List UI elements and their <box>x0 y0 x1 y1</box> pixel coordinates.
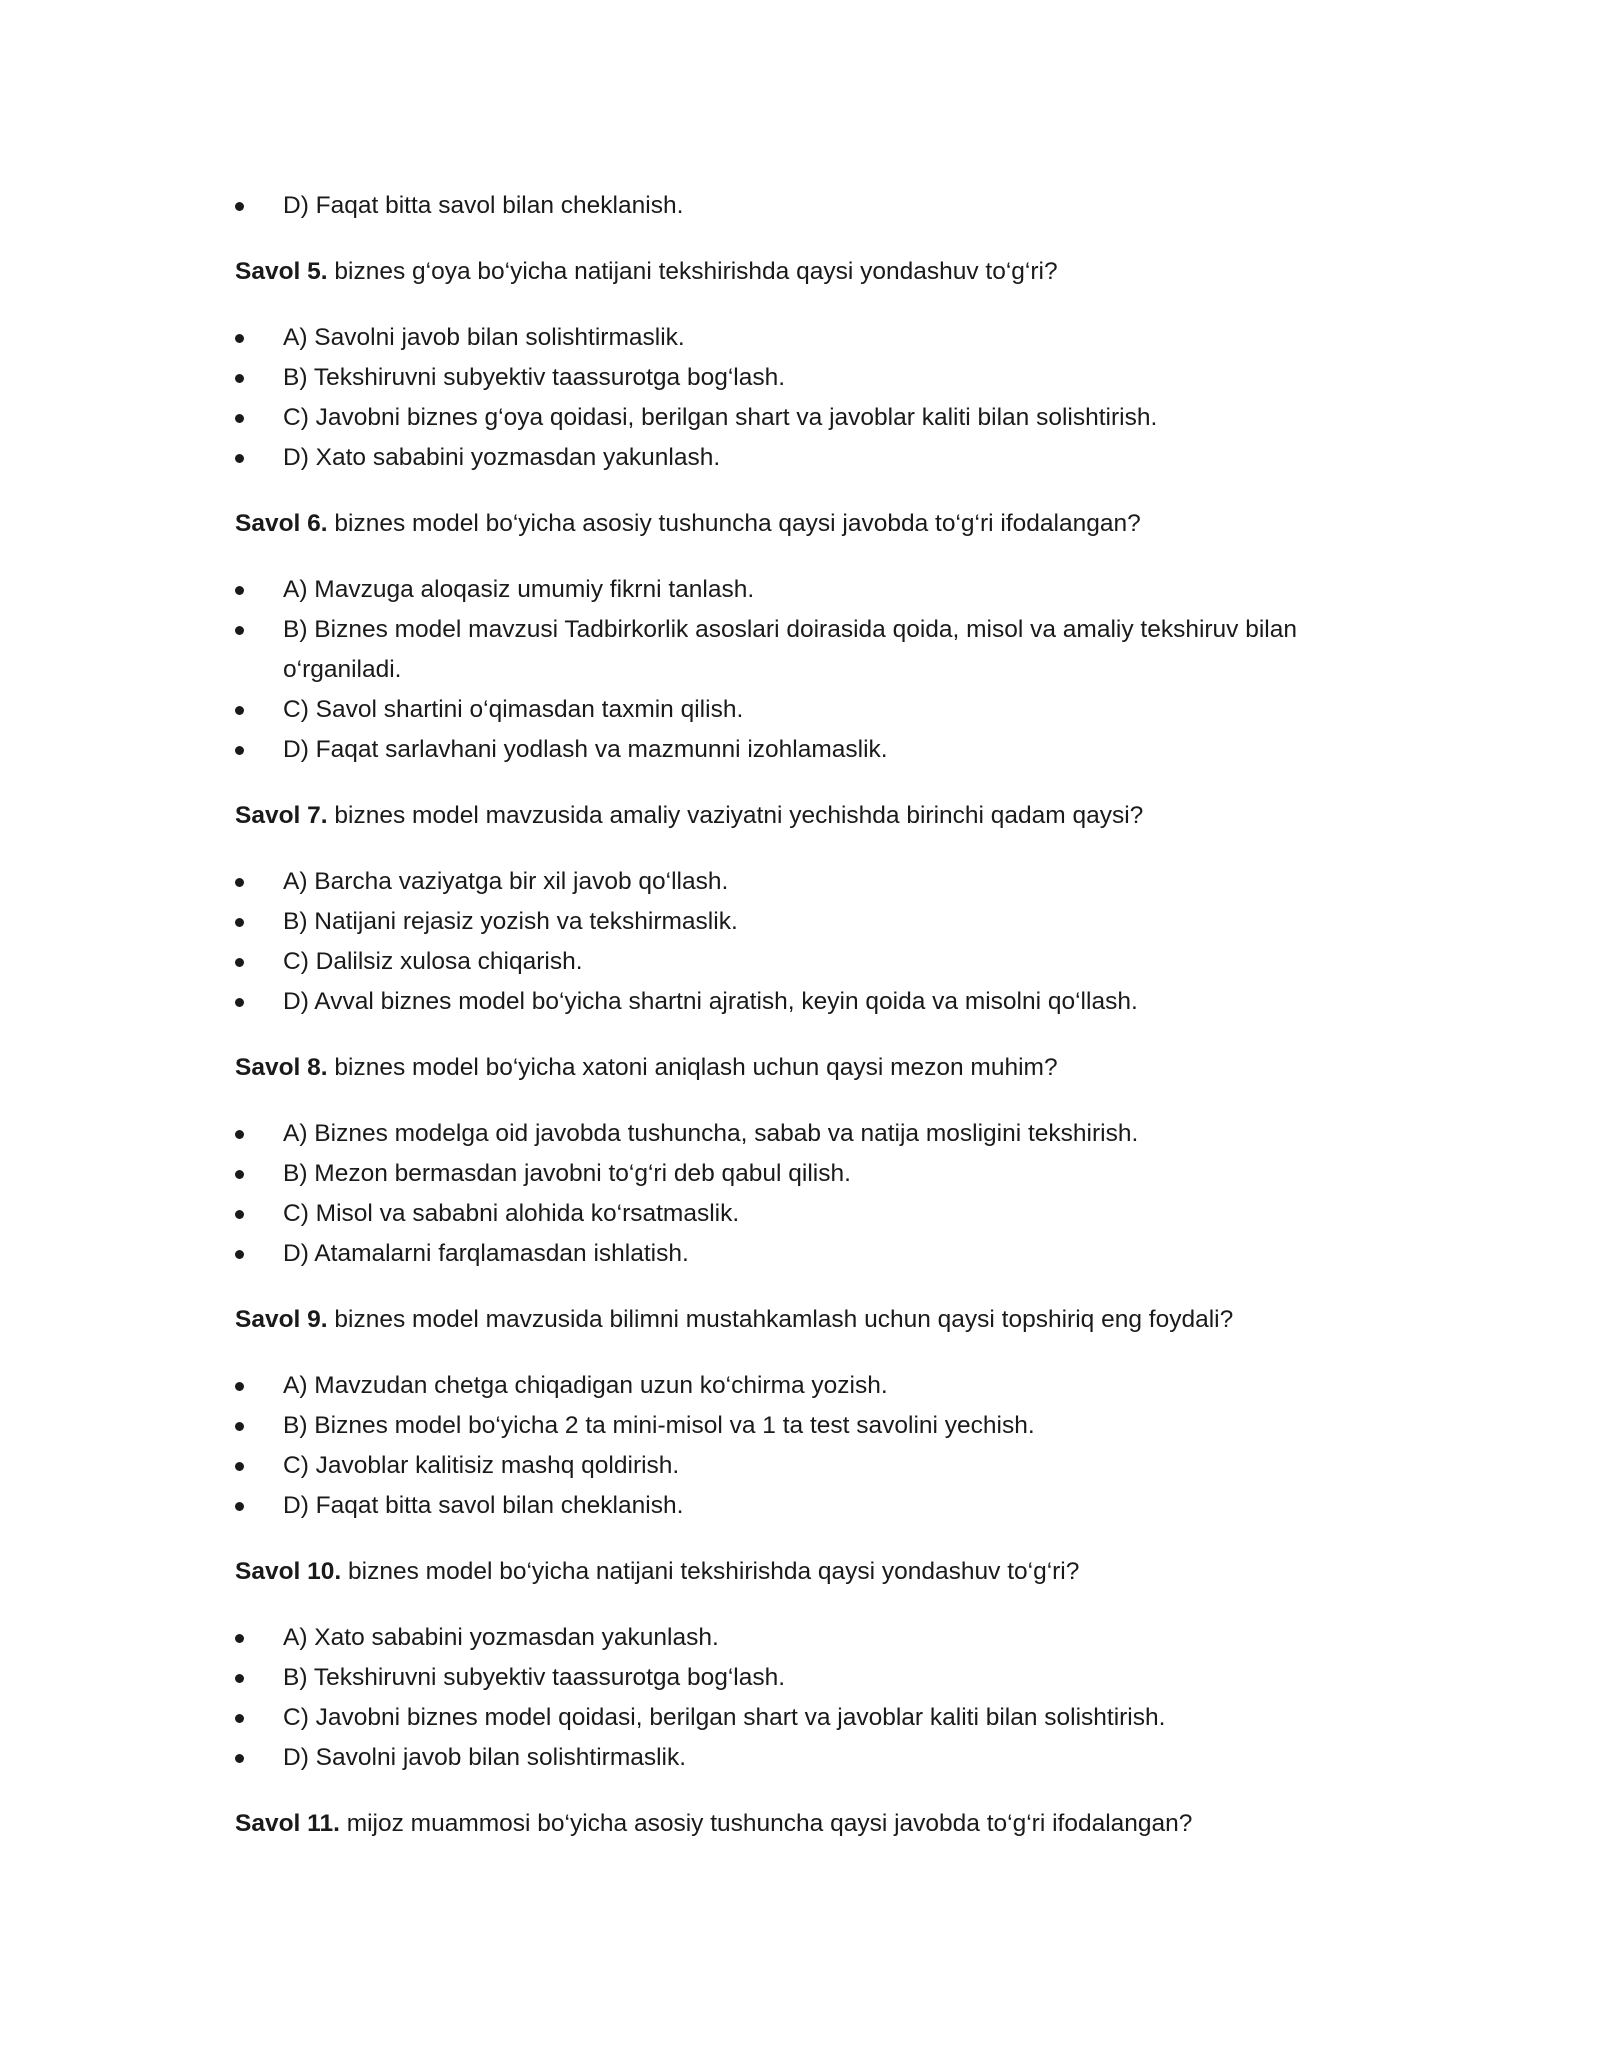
continued-option-list <box>235 186 1335 226</box>
question-text: biznes model bo‘yicha xatoni aniqlash uchun qaysi mezon muhim? <box>327 1054 1058 1081</box>
bullet-icon <box>235 1754 244 1763</box>
bullet-icon <box>235 706 244 715</box>
option-item <box>235 1698 1335 1738</box>
question-heading <box>235 796 1335 836</box>
option-text: D) Atamalarni farqlamasdan ishlatish. <box>283 1240 689 1267</box>
option-item <box>235 318 1335 358</box>
bullet-icon <box>235 998 244 1007</box>
bullet-icon <box>235 1382 244 1391</box>
option-list <box>235 318 1335 478</box>
question-text: biznes model bo‘yicha asosiy tushuncha qaysi javobda to‘g‘ri ifodalangan? <box>327 510 1141 537</box>
bullet-icon <box>235 1130 244 1139</box>
option-text: D) Faqat bitta savol bilan cheklanish. <box>283 192 684 219</box>
option-list <box>235 1114 1335 1274</box>
option-item <box>235 1154 1335 1194</box>
option-text: B) Natijani rejasiz yozish va tekshirmaslik. <box>283 908 738 935</box>
question-text: biznes model mavzusida amaliy vaziyatni yechishda birinchi qadam qaysi? <box>327 802 1144 829</box>
option-text: A) Savolni javob bilan solishtirmaslik. <box>283 324 685 351</box>
option-item <box>235 570 1335 610</box>
option-item <box>235 358 1335 398</box>
option-text: C) Javobni biznes g‘oya qoidasi, berilgan shart va javoblar kaliti bilan solishtirish. <box>283 404 1158 431</box>
option-text: C) Savol shartini o‘qimasdan taxmin qilish. <box>283 696 744 723</box>
bullet-icon <box>235 414 244 423</box>
option-list <box>235 570 1335 770</box>
question-text: mijoz muammosi bo‘yicha asosiy tushuncha qaysi javobda to‘g‘ri ifodalangan? <box>339 1810 1193 1837</box>
question-heading <box>235 504 1335 544</box>
option-item <box>235 1618 1335 1658</box>
question-label: Savol 5. <box>235 258 328 285</box>
bullet-icon <box>235 202 244 211</box>
option-text: B) Biznes model bo‘yicha 2 ta mini-misol va 1 ta test savolini yechish. <box>283 1412 1035 1439</box>
bullet-icon <box>235 454 244 463</box>
option-text: D) Avval biznes model bo‘yicha shartni ajratish, keyin qoida va misolni qo‘llash. <box>283 988 1138 1015</box>
bullet-icon <box>235 1210 244 1219</box>
bullet-icon <box>235 1170 244 1179</box>
option-text: A) Biznes modelga oid javobda tushuncha, sabab va natija mosligini tekshirish. <box>283 1120 1139 1147</box>
bullet-icon <box>235 878 244 887</box>
option-item <box>235 1114 1335 1154</box>
bullet-icon <box>235 334 244 343</box>
option-item <box>235 398 1335 438</box>
option-item <box>235 1234 1335 1274</box>
option-text: C) Javobni biznes model qoidasi, berilgan shart va javoblar kaliti bilan solishtirish. <box>283 1704 1166 1731</box>
option-text: C) Javoblar kalitisiz mashq qoldirish. <box>283 1452 680 1479</box>
option-text: D) Faqat bitta savol bilan cheklanish. <box>283 1492 684 1519</box>
question-label: Savol 8. <box>235 1054 328 1081</box>
option-item <box>235 1738 1335 1778</box>
question-text: biznes model bo‘yicha natijani tekshirishda qaysi yondashuv to‘g‘ri? <box>341 1558 1080 1585</box>
option-item <box>235 1366 1335 1406</box>
question-label: Savol 11. <box>235 1810 340 1837</box>
option-text: D) Xato sababini yozmasdan yakunlash. <box>283 444 721 471</box>
option-list <box>235 862 1335 1022</box>
document-content <box>235 186 1335 1870</box>
bullet-icon <box>235 586 244 595</box>
option-item <box>235 186 1335 226</box>
question-heading <box>235 1300 1335 1340</box>
question-label: Savol 7. <box>235 802 328 829</box>
option-item <box>235 942 1335 982</box>
bullet-icon <box>235 1502 244 1511</box>
option-item <box>235 730 1335 770</box>
question-text: biznes model mavzusida bilimni mustahkamlash uchun qaysi topshiriq eng foydali? <box>327 1306 1234 1333</box>
bullet-icon <box>235 918 244 927</box>
bullet-icon <box>235 374 244 383</box>
option-item <box>235 862 1335 902</box>
option-list <box>235 1618 1335 1778</box>
option-item <box>235 690 1335 730</box>
bullet-icon <box>235 746 244 755</box>
option-text: B) Biznes model mavzusi Tadbirkorlik asoslari doirasida qoida, misol va amaliy tekshiruv bilan o‘rganiladi. <box>283 616 1297 683</box>
question-text: biznes g‘oya bo‘yicha natijani tekshirishda qaysi yondashuv to‘g‘ri? <box>327 258 1058 285</box>
option-item <box>235 1446 1335 1486</box>
option-item <box>235 610 1335 690</box>
question-heading <box>235 1804 1335 1844</box>
question-heading <box>235 252 1335 292</box>
option-text: B) Mezon bermasdan javobni to‘g‘ri deb qabul qilish. <box>283 1160 851 1187</box>
option-item <box>235 1406 1335 1446</box>
option-text: A) Mavzudan chetga chiqadigan uzun ko‘chirma yozish. <box>283 1372 888 1399</box>
option-text: A) Xato sababini yozmasdan yakunlash. <box>283 1624 719 1651</box>
bullet-icon <box>235 1250 244 1259</box>
option-item <box>235 1658 1335 1698</box>
bullet-icon <box>235 1634 244 1643</box>
option-text: B) Tekshiruvni subyektiv taassurotga bog‘lash. <box>283 1664 786 1691</box>
option-item <box>235 982 1335 1022</box>
question-heading <box>235 1552 1335 1592</box>
option-item <box>235 1194 1335 1234</box>
question-label: Savol 9. <box>235 1306 328 1333</box>
option-text: B) Tekshiruvni subyektiv taassurotga bog‘lash. <box>283 364 786 391</box>
option-item <box>235 902 1335 942</box>
bullet-icon <box>235 1714 244 1723</box>
option-text: A) Barcha vaziyatga bir xil javob qo‘llash. <box>283 868 729 895</box>
option-text: D) Savolni javob bilan solishtirmaslik. <box>283 1744 687 1771</box>
bullet-icon <box>235 958 244 967</box>
bullet-icon <box>235 1462 244 1471</box>
bullet-icon <box>235 626 244 635</box>
option-text: A) Mavzuga aloqasiz umumiy fikrni tanlash. <box>283 576 755 603</box>
question-label: Savol 10. <box>235 1558 342 1585</box>
bullet-icon <box>235 1674 244 1683</box>
option-item <box>235 438 1335 478</box>
question-heading <box>235 1048 1335 1088</box>
option-list <box>235 1366 1335 1526</box>
bullet-icon <box>235 1422 244 1431</box>
option-item <box>235 1486 1335 1526</box>
option-text: C) Dalilsiz xulosa chiqarish. <box>283 948 583 975</box>
option-text: D) Faqat sarlavhani yodlash va mazmunni izohlamaslik. <box>283 736 888 763</box>
option-text: C) Misol va sababni alohida ko‘rsatmaslik. <box>283 1200 740 1227</box>
question-label: Savol 6. <box>235 510 328 537</box>
